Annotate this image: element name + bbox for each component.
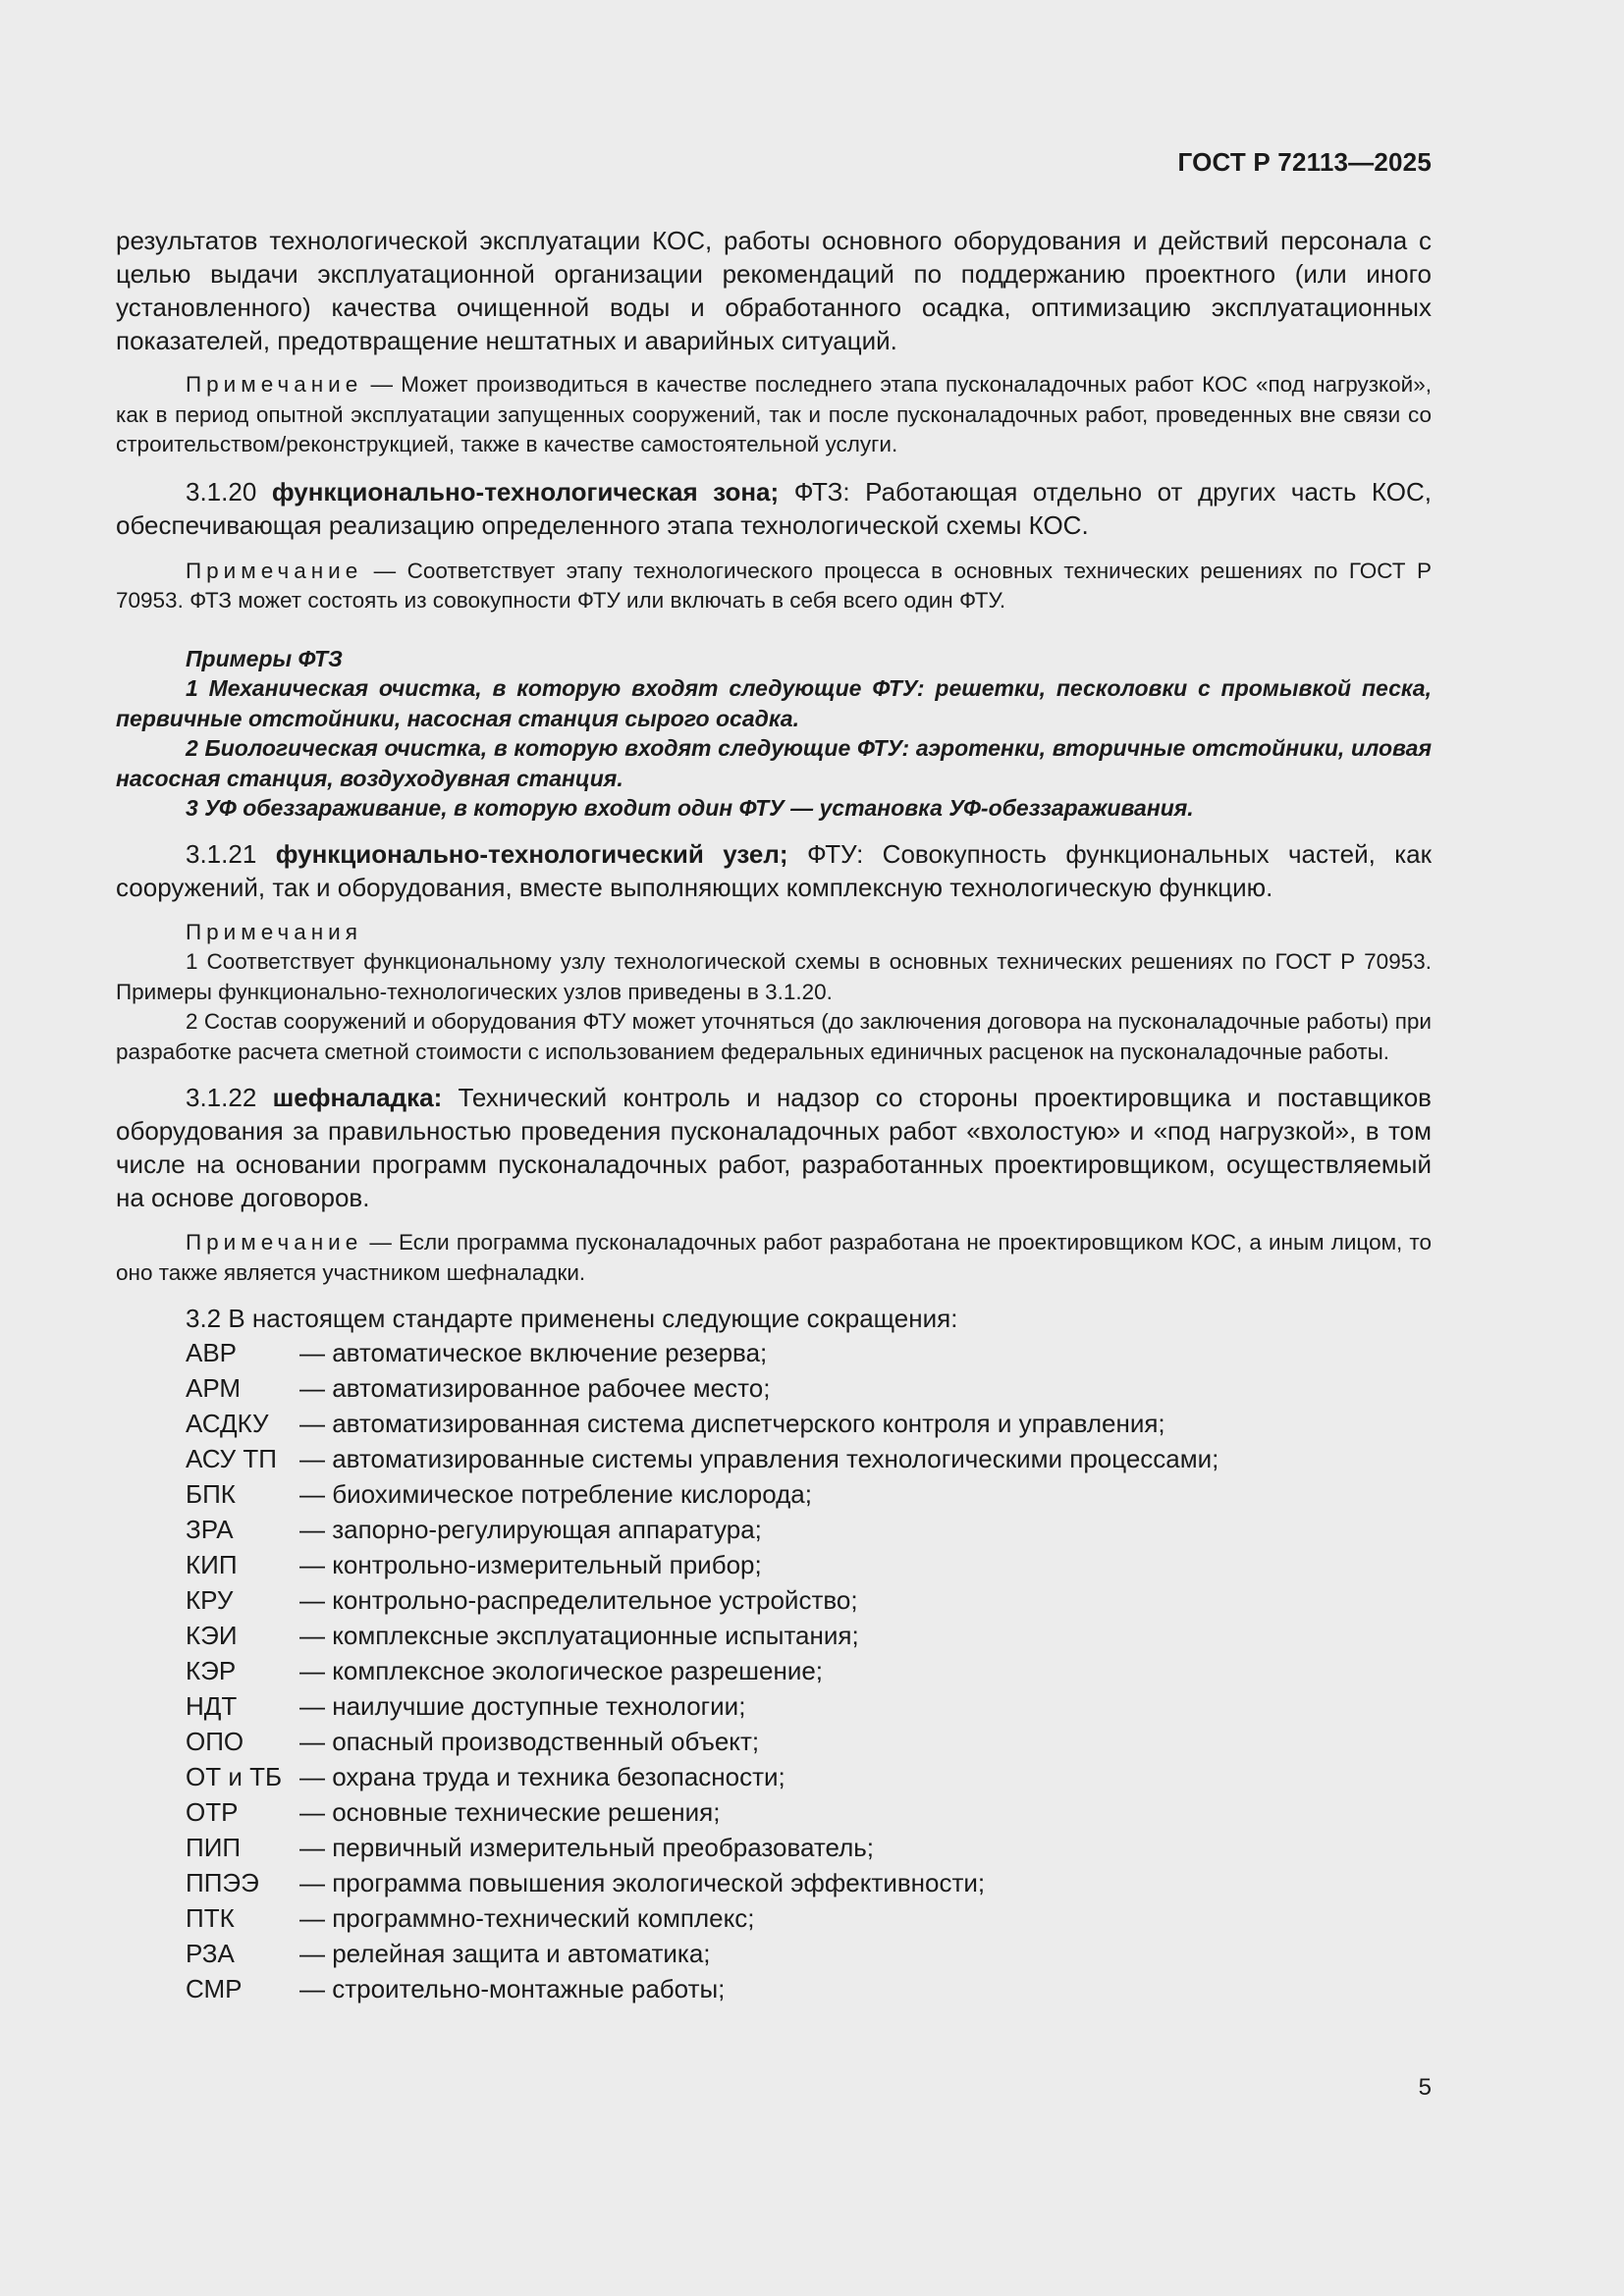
abbreviation-term: КЭР	[186, 1656, 237, 1685]
abbreviation-row	[116, 1335, 1432, 1370]
abbreviation-term: РЗА	[186, 1939, 235, 1968]
abbreviation-row	[116, 1582, 1432, 1618]
abbreviation-definition: — автоматизированная система диспетчерского контроля и управления;	[299, 1409, 1165, 1438]
abbreviation-definition: — автоматизированные системы управления технологическими процессами;	[299, 1444, 1219, 1473]
abbreviation-term: КИП	[186, 1550, 238, 1579]
abbreviation-definition: — релейная защита и автоматика;	[299, 1939, 711, 1968]
note-text: Может производиться в качестве последнего этапа пусконаладочных работ КОС «под нагрузкой», как в период опытной эксплуатации запущенных сооружений, так и после пусконаладочных работ, проведенных вне связи со строительством/реконструкцией, также в качестве самостоятельной услуги.	[116, 372, 1432, 456]
document-header: ГОСТ Р 72113—2025	[1177, 147, 1432, 177]
note-item: 1 Соответствует функциональному узлу технологической схемы в основных технических решениях по ГОСТ Р 70953. Примеры функционально-технологических узлов приведены в 3.1.20.	[116, 949, 1432, 1004]
note-label: Примечание	[186, 372, 363, 397]
note-text: Если программа пусконаладочных работ разработана не проектировщиком КОС, а иным лицом, то оно также является участником шефналадки.	[116, 1230, 1432, 1285]
definition-3-1-21: 3.1.21 функционально-технологический узел; ФТУ: Совокупность функциональных частей, как сооружений, так и оборудования, вместе выполняющих комплексную технологическую функцию.	[116, 838, 1432, 902]
note-text: Соответствует этапу технологического процесса в основных технических решениях по ГОСТ Р 70953. ФТЗ может состоять из совокупности ФТУ или включать в себя всего один ФТУ.	[116, 558, 1432, 613]
abbreviation-row	[116, 1865, 1432, 1900]
abbreviation-definition: — биохимическое потребление кислорода;	[299, 1479, 812, 1509]
examples-title: Примеры ФТЗ	[186, 645, 343, 671]
definition-term: шефналадка:	[272, 1083, 443, 1112]
abbreviation-definition: — контрольно-измерительный прибор;	[299, 1550, 762, 1579]
abbreviation-term: ОТР	[186, 1797, 239, 1827]
abbreviation-row	[116, 1900, 1432, 1936]
abbreviation-definition: — опасный производственный объект;	[299, 1727, 760, 1756]
example-item: 1 Механическая очистка, в которую входят следующие ФТУ: решетки, песколовки с промывкой песка, первичные отстойники, насосная станция сырого осадка.	[116, 675, 1432, 731]
examples-block	[116, 644, 1432, 824]
abbreviation-definition: — программно-технический комплекс;	[299, 1903, 755, 1933]
abbreviation-definition: — основные технические решения;	[299, 1797, 721, 1827]
abbreviation-row	[116, 1653, 1432, 1688]
abbreviation-row	[116, 1618, 1432, 1653]
abbreviations-intro: 3.2 В настоящем стандарте применены следующие сокращения:	[186, 1304, 958, 1333]
note-2: Примечание — Соответствует этапу технологического процесса в основных технических решениях по ГОСТ Р 70953. ФТЗ может состоять из совокупности ФТУ или включать в себя всего один ФТУ.	[116, 558, 1432, 613]
abbreviation-definition: — строительно-монтажные работы;	[299, 1974, 726, 2003]
abbreviation-definition: — программа повышения экологической эффективности;	[299, 1868, 986, 1897]
notes-block	[116, 918, 1432, 1068]
note-4: Примечание — Если программа пусконаладочных работ разработана не проектировщиком КОС, а иным лицом, то оно также является участником шефналадки.	[116, 1230, 1432, 1285]
abbreviation-term: ППЭЭ	[186, 1868, 259, 1897]
example-item: 3 УФ обеззараживание, в которую входит один ФТУ — установка УФ-обеззараживания.	[186, 795, 1194, 821]
abbreviation-term: СМР	[186, 1974, 243, 2003]
abbreviation-term: ЗРА	[186, 1515, 234, 1544]
abbreviation-definition: — контрольно-распределительное устройство;	[299, 1585, 858, 1615]
abbreviation-row	[116, 1724, 1432, 1759]
abbreviation-row	[116, 1547, 1432, 1582]
abbreviation-definition: — автоматизированное рабочее место;	[299, 1373, 771, 1403]
abbreviation-row	[116, 1512, 1432, 1547]
abbreviation-definition: — наилучшие доступные технологии;	[299, 1691, 746, 1721]
abbreviation-row	[116, 1759, 1432, 1794]
page-number: 5	[1418, 2074, 1432, 2101]
abbreviation-row	[116, 1476, 1432, 1512]
notes-label: Примечания	[186, 919, 362, 944]
abbreviation-term: АСУ ТП	[186, 1444, 277, 1473]
abbreviation-term: АВР	[186, 1338, 238, 1367]
abbreviation-definition: — запорно-регулирующая аппаратура;	[299, 1515, 762, 1544]
abbreviation-definition: — комплексное экологическое разрешение;	[299, 1656, 824, 1685]
abbreviation-definition: — комплексные эксплуатационные испытания;	[299, 1621, 859, 1650]
definition-3-1-22: 3.1.22 шефналадка: Технический контроль и надзор со стороны проектировщика и поставщиков оборудования за правильностью проведения пусконаладочных работ «вхолостую» и «под нагрузкой», в том числе на основании программ пусконаладочных работ, разработанных проектировщиком, осуществляемый на основе договоров.	[116, 1083, 1432, 1212]
abbreviation-definition: — первичный измерительный преобразователь;	[299, 1833, 875, 1862]
definition-3-1-20: 3.1.20 функционально-технологическая зона; ФТЗ: Работающая отдельно от других часть КОС, обеспечивающая реализацию определенного этапа технологической схемы КОС.	[116, 476, 1432, 540]
abbreviation-term: БПК	[186, 1479, 236, 1509]
abbreviation-row	[116, 1688, 1432, 1724]
abbreviation-term: АРМ	[186, 1373, 242, 1403]
note-label: Примечание	[186, 558, 363, 583]
abbreviation-term: АСДКУ	[186, 1409, 269, 1438]
abbreviations-list	[116, 1335, 1432, 2006]
note-item: 2 Состав сооружений и оборудования ФТУ может уточняться (до заключения договора на пусконаладочные работы) при разработке расчета сметной стоимости с использованием федеральных единичных расценок на пусконаладочные работы.	[116, 1009, 1432, 1064]
definition-term: функционально-технологический узел;	[275, 838, 788, 869]
intro-paragraph: результатов технологической эксплуатации КОС, работы основного оборудования и действий персонала с целью выдачи эксплуатационной организации рекомендаций по поддержанию проектного (или иного установленного) качества очищенной воды и обработанного осадка, оптимизацию эксплуатационных показателей, предотвращение нештатных и аварийных ситуаций.	[116, 226, 1432, 355]
abbreviation-definition: — автоматическое включение резерва;	[299, 1338, 768, 1367]
abbreviation-term: ОТ и ТБ	[186, 1762, 283, 1791]
note-1: Примечание — Может производиться в качестве последнего этапа пусконаладочных работ КОС «под нагрузкой», как в период опытной эксплуатации запущенных сооружений, так и после пусконаладочных работ, проведенных вне связи со строительством/реконструкцией, также в качестве самостоятельной услуги.	[116, 372, 1432, 456]
abbreviation-row	[116, 1971, 1432, 2006]
abbreviation-term: ОПО	[186, 1727, 244, 1756]
abbreviation-term: КРУ	[186, 1585, 234, 1615]
note-label: Примечание	[186, 1230, 363, 1255]
example-item: 2 Биологическая очистка, в которую входят следующие ФТУ: аэротенки, вторичные отстойники, иловая насосная станция, воздуходувная станция.	[116, 735, 1432, 791]
definition-term: функционально-технологическая зона;	[271, 476, 780, 507]
abbreviation-term: НДТ	[186, 1691, 238, 1721]
abbreviation-definition: — охрана труда и техника безопасности;	[299, 1762, 785, 1791]
abbreviation-term: ПТК	[186, 1903, 235, 1933]
abbreviation-row	[116, 1830, 1432, 1865]
abbreviation-row	[116, 1406, 1432, 1441]
abbreviation-row	[116, 1370, 1432, 1406]
abbreviation-term: ПИП	[186, 1833, 242, 1862]
abbreviation-row	[116, 1794, 1432, 1830]
abbreviation-row	[116, 1441, 1432, 1476]
abbreviation-row	[116, 1936, 1432, 1971]
abbreviation-term: КЭИ	[186, 1621, 238, 1650]
